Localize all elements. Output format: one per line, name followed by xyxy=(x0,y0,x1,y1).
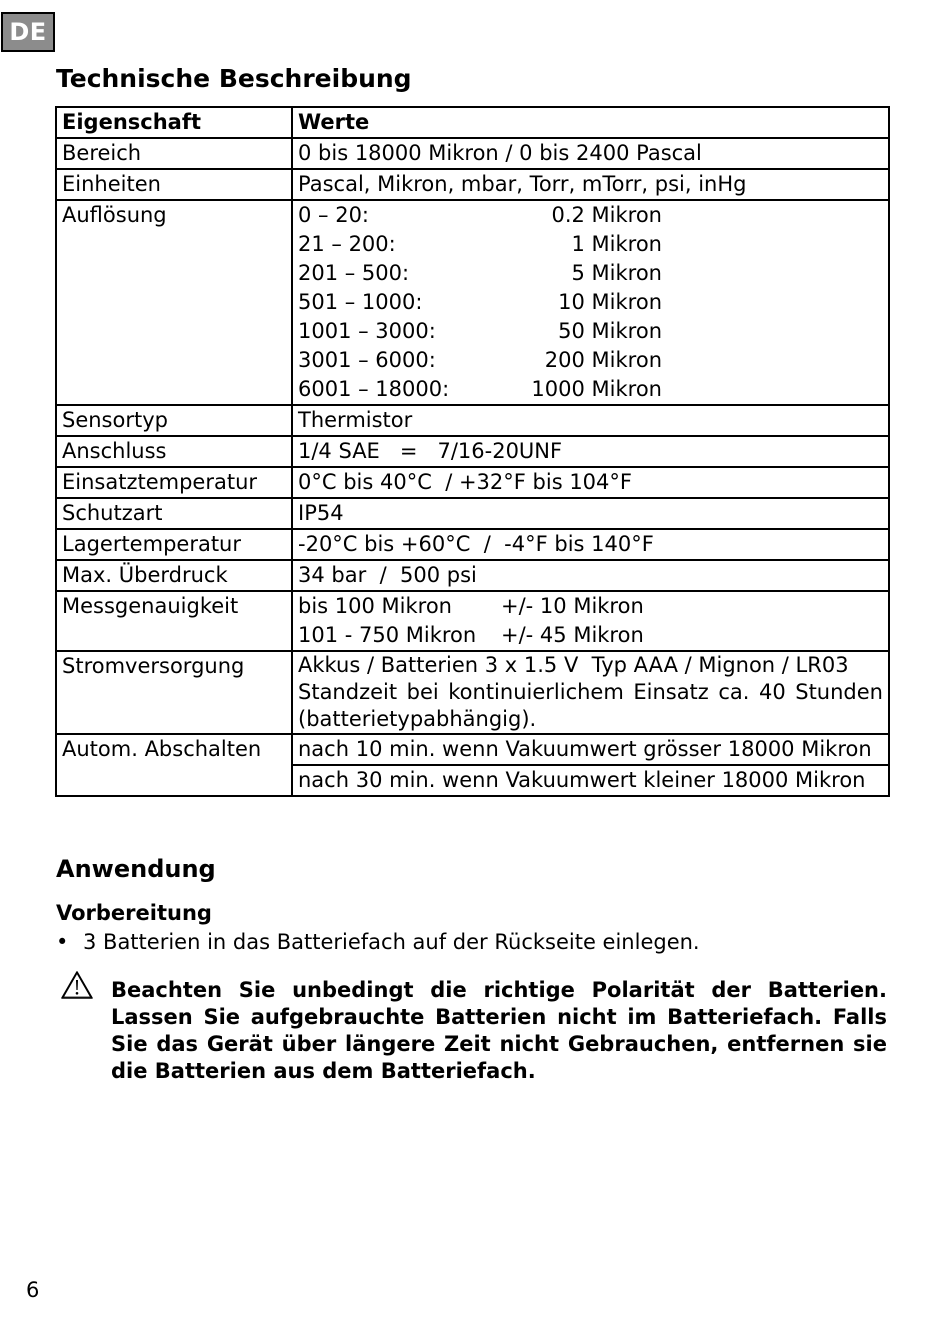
table-row-power xyxy=(56,651,889,734)
row-value: 1/4 SAE = 7/16-20UNF xyxy=(292,436,889,467)
accuracy-range: 101 - 750 Mikron xyxy=(298,623,477,647)
row-value: 34 bar / 500 psi xyxy=(292,560,889,591)
resolution-value: 1 Mikron xyxy=(571,232,662,256)
row-label: Einsatztemperatur xyxy=(56,467,292,498)
row-label: Anschluss xyxy=(56,436,292,467)
table-row xyxy=(56,169,889,200)
table-row xyxy=(56,467,889,498)
resolution-line xyxy=(298,259,883,288)
power-line-1: Akkus / Batterien 3 x 1.5 V Typ AAA / Mignon / LR03 xyxy=(298,653,849,677)
resolution-line xyxy=(298,346,883,375)
row-label: Bereich xyxy=(56,138,292,169)
warning-text: Beachten Sie unbedingt die richtige Polarität der Batterien. Lassen Sie aufgebrauchte Batterien nicht im Batteriefach. Falls Sie das Gerät über längere Zeit nicht Gebrauchen, entfernen sie die Batterien aus dem Batteriefach. xyxy=(111,978,887,1083)
resolution-line xyxy=(298,375,883,404)
power-line-2: Standzeit bei kontinuierlichem Einsatz ca. 40 Stunden (batterietypabhängig). xyxy=(298,680,883,731)
table-row xyxy=(56,436,889,467)
accuracy-value: +/- 10 Mikron xyxy=(501,594,644,618)
list-item xyxy=(56,930,700,954)
resolution-range: 6001 – 18000: xyxy=(298,377,450,401)
resolution-range: 201 – 500: xyxy=(298,261,410,285)
accuracy-range: bis 100 Mikron xyxy=(298,594,452,618)
row-value xyxy=(292,651,889,734)
row-label: Stromversorgung xyxy=(56,651,292,734)
row-label: Schutzart xyxy=(56,498,292,529)
row-value: IP54 xyxy=(292,498,889,529)
table-row xyxy=(56,498,889,529)
row-value xyxy=(292,200,889,405)
row-label: Sensortyp xyxy=(56,405,292,436)
bullet-text: 3 Batterien in das Batteriefach auf der Rückseite einlegen. xyxy=(83,930,700,954)
resolution-value: 0.2 Mikron xyxy=(551,203,662,227)
resolution-value: 10 Mikron xyxy=(558,290,662,314)
resolution-value: 50 Mikron xyxy=(558,319,662,343)
table-row xyxy=(56,560,889,591)
row-label: Auflösung xyxy=(56,200,292,405)
auto-off-line-1: nach 10 min. wenn Vakuumwert grösser 18000 Mikron xyxy=(292,734,889,765)
resolution-line xyxy=(298,201,883,230)
header-values: Werte xyxy=(292,107,889,138)
language-badge: DE xyxy=(1,12,55,52)
accuracy-value: +/- 45 Mikron xyxy=(501,623,644,647)
section-title-tech: Technische Beschreibung xyxy=(56,64,412,93)
spec-table xyxy=(55,106,890,797)
row-label: Lagertemperatur xyxy=(56,529,292,560)
warning-triangle-icon xyxy=(60,970,94,1000)
table-row-auto-off xyxy=(56,734,889,765)
page-number: 6 xyxy=(26,1278,40,1302)
accuracy-line xyxy=(298,592,883,621)
section-title-usage: Anwendung xyxy=(56,855,216,883)
table-row xyxy=(56,529,889,560)
table-row-resolution xyxy=(56,200,889,405)
row-value: -20°C bis +60°C / -4°F bis 140°F xyxy=(292,529,889,560)
table-header-row xyxy=(56,107,889,138)
row-label: Autom. Abschalten xyxy=(56,734,292,796)
resolution-range: 21 – 200: xyxy=(298,232,396,256)
row-value: Pascal, Mikron, mbar, Torr, mTorr, psi, inHg xyxy=(292,169,889,200)
bullet-dot-icon: • xyxy=(56,930,69,954)
resolution-line xyxy=(298,230,883,259)
resolution-range: 501 – 1000: xyxy=(298,290,423,314)
row-value: Thermistor xyxy=(292,405,889,436)
resolution-range: 1001 – 3000: xyxy=(298,319,436,343)
accuracy-line xyxy=(298,621,883,650)
row-value: 0°C bis 40°C / +32°F bis 104°F xyxy=(292,467,889,498)
resolution-value: 5 Mikron xyxy=(571,261,662,285)
table-row-accuracy xyxy=(56,591,889,651)
row-label: Max. Überdruck xyxy=(56,560,292,591)
resolution-range: 0 – 20: xyxy=(298,203,370,227)
row-label: Messgenauigkeit xyxy=(56,591,292,651)
table-row xyxy=(56,405,889,436)
resolution-value: 200 Mikron xyxy=(544,348,662,372)
resolution-line xyxy=(298,317,883,346)
row-value xyxy=(292,591,889,651)
row-label: Einheiten xyxy=(56,169,292,200)
resolution-range: 3001 – 6000: xyxy=(298,348,436,372)
header-property: Eigenschaft xyxy=(56,107,292,138)
resolution-line xyxy=(298,288,883,317)
resolution-value: 1000 Mikron xyxy=(531,377,662,401)
table-row xyxy=(56,138,889,169)
subsection-title-preparation: Vorbereitung xyxy=(56,901,212,925)
auto-off-line-2: nach 30 min. wenn Vakuumwert kleiner 18000 Mikron xyxy=(292,765,889,796)
row-value: 0 bis 18000 Mikron / 0 bis 2400 Pascal xyxy=(292,138,889,169)
